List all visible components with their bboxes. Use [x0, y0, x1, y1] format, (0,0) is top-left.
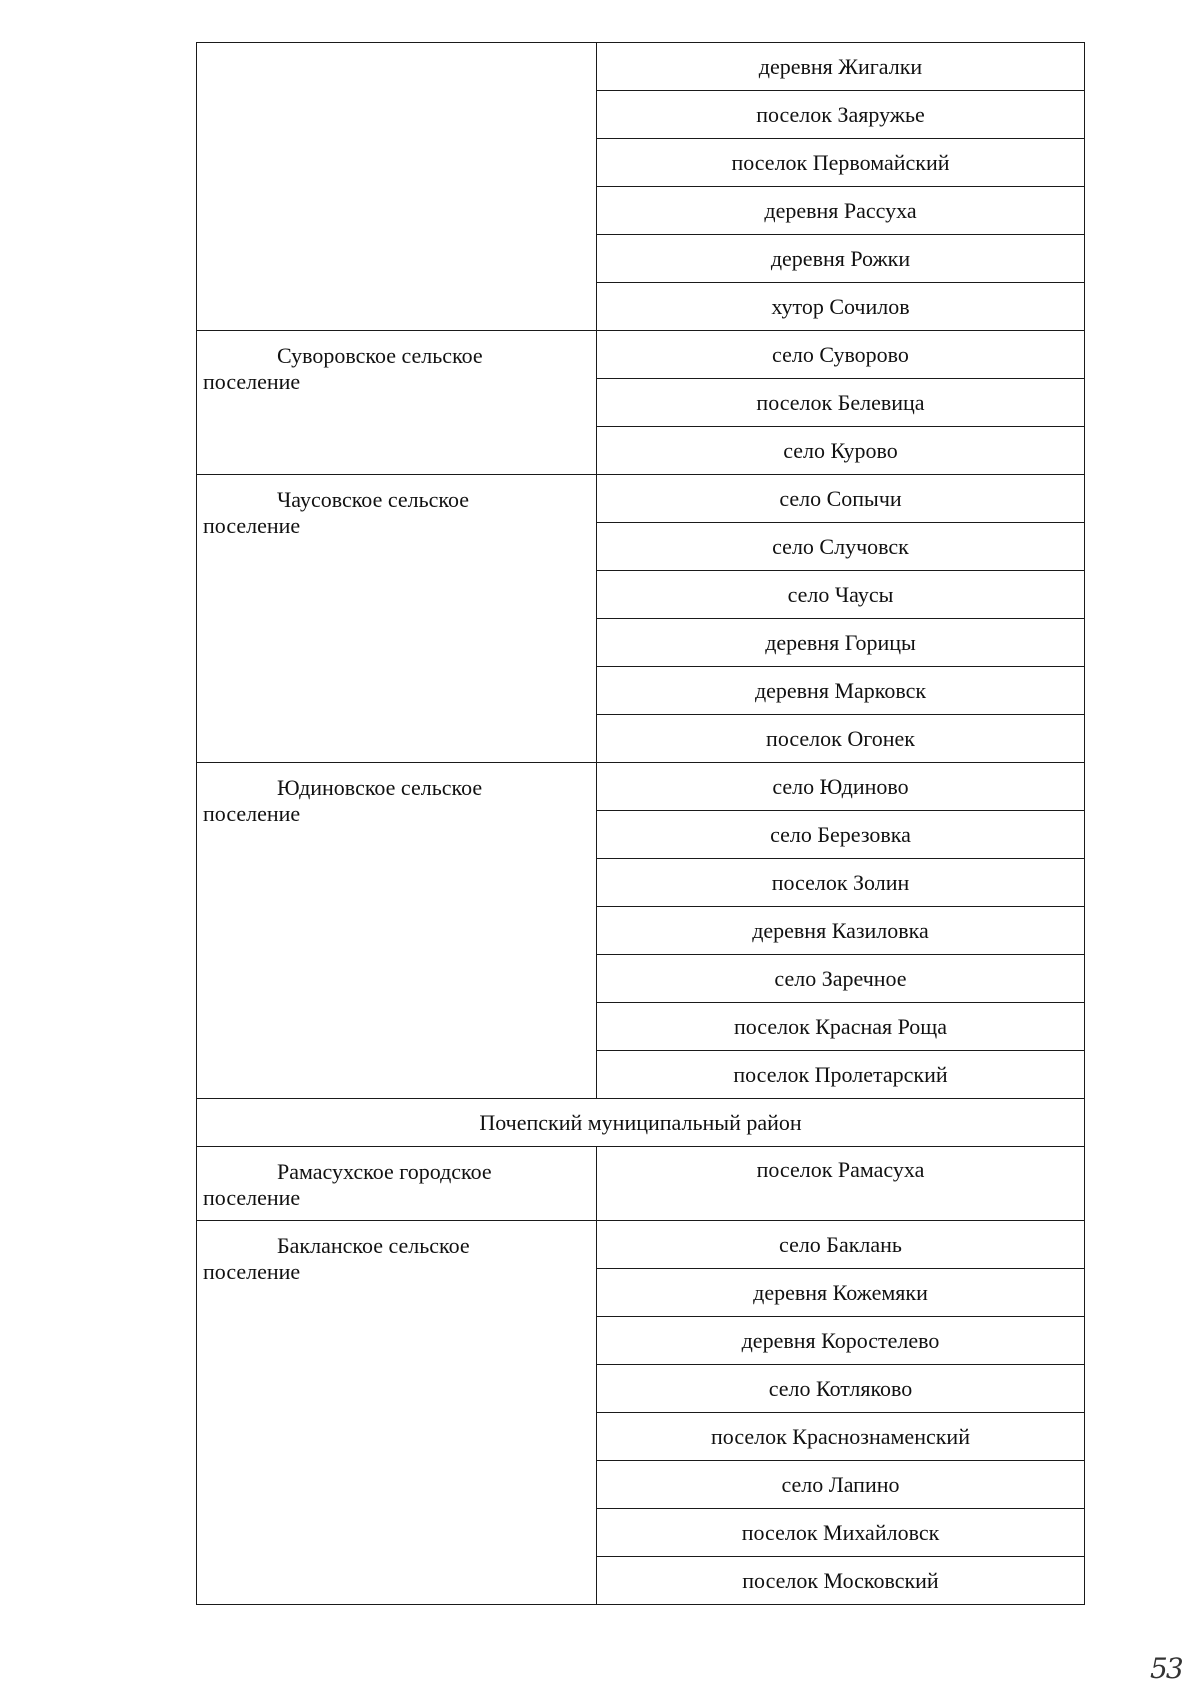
- settlement-cell: село Сопычи: [597, 475, 1085, 523]
- settlement-cell: село Суворово: [597, 331, 1085, 379]
- municipality-name-line: поселение: [203, 1185, 301, 1210]
- municipality-name-line: Суворовское сельское: [277, 343, 483, 368]
- table-row: [197, 331, 1085, 379]
- municipality-cell: [197, 475, 597, 763]
- district-header-row: [197, 1099, 1085, 1147]
- table-row: [197, 1221, 1085, 1269]
- settlement-cell: поселок Московский: [597, 1557, 1085, 1605]
- settlement-cell: деревня Рожки: [597, 235, 1085, 283]
- settlement-cell: село Юдиново: [597, 763, 1085, 811]
- settlement-cell: деревня Рассуха: [597, 187, 1085, 235]
- settlement-cell: поселок Заяружье: [597, 91, 1085, 139]
- settlement-cell: село Курово: [597, 427, 1085, 475]
- settlement-cell: деревня Горицы: [597, 619, 1085, 667]
- settlement-cell: поселок Белевица: [597, 379, 1085, 427]
- settlement-cell: село Котляково: [597, 1365, 1085, 1413]
- table-row: [197, 1147, 1085, 1221]
- municipality-cell: [197, 1221, 597, 1605]
- settlement-cell: деревня Марковск: [597, 667, 1085, 715]
- table-row: [197, 763, 1085, 811]
- settlement-cell: село Случовск: [597, 523, 1085, 571]
- settlement-cell: поселок Михайловск: [597, 1509, 1085, 1557]
- municipality-cell-empty: [197, 43, 597, 331]
- municipality-name-line: Бакланское сельское: [277, 1233, 470, 1258]
- settlement-cell: поселок Первомайский: [597, 139, 1085, 187]
- municipality-cell: [197, 1147, 597, 1221]
- settlement-cell: деревня Коростелево: [597, 1317, 1085, 1365]
- settlement-cell: деревня Казиловка: [597, 907, 1085, 955]
- municipality-name-line: Рамасухское городское: [277, 1159, 492, 1184]
- settlement-cell: поселок Красная Роща: [597, 1003, 1085, 1051]
- settlements-table: [196, 42, 1085, 1605]
- table-row: [197, 43, 1085, 91]
- settlement-cell: деревня Жигалки: [597, 43, 1085, 91]
- municipality-cell: [197, 331, 597, 475]
- settlement-cell: поселок Золин: [597, 859, 1085, 907]
- municipality-cell: [197, 763, 597, 1099]
- municipality-name-line: поселение: [203, 1259, 301, 1284]
- settlement-cell: деревня Кожемяки: [597, 1269, 1085, 1317]
- settlement-cell: село Баклань: [597, 1221, 1085, 1269]
- page-number: 53: [1150, 1652, 1182, 1685]
- municipality-name-line: Юдиновское сельское: [277, 775, 483, 800]
- district-header: Почепский муниципальный район: [197, 1099, 1085, 1147]
- settlement-cell: поселок Краснознаменский: [597, 1413, 1085, 1461]
- settlement-cell: поселок Пролетарский: [597, 1051, 1085, 1099]
- settlement-cell: поселок Рамасуха: [597, 1147, 1085, 1221]
- settlement-cell: село Заречное: [597, 955, 1085, 1003]
- settlement-cell: село Чаусы: [597, 571, 1085, 619]
- municipality-name-line: поселение: [203, 369, 301, 394]
- table-row: [197, 475, 1085, 523]
- settlement-cell: село Березовка: [597, 811, 1085, 859]
- municipality-name-line: поселение: [203, 513, 301, 538]
- municipality-name-line: поселение: [203, 801, 301, 826]
- municipality-name-line: Чаусовское сельское: [277, 487, 470, 512]
- settlement-cell: село Лапино: [597, 1461, 1085, 1509]
- settlement-cell: хутор Сочилов: [597, 283, 1085, 331]
- settlement-cell: поселок Огонек: [597, 715, 1085, 763]
